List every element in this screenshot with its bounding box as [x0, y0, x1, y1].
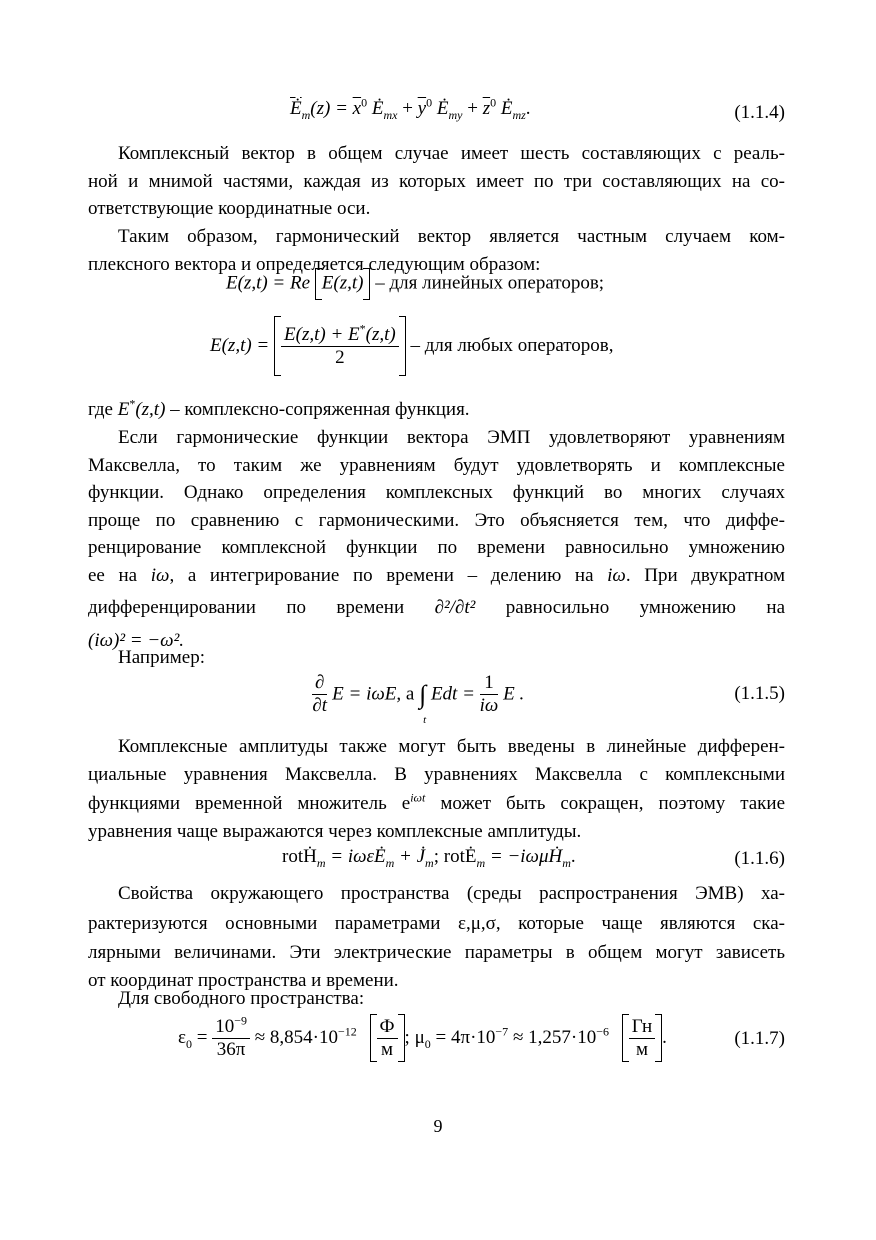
unit-henry-per-meter: $\frac{Гн}{м}$ — [629, 1016, 655, 1061]
equation-any-operators: E(z,t) = $\frac{E(z,t) + E^*(z,t)}{2}$ – для любых операторов, — [210, 316, 614, 376]
text-line: Комплексный вектор в общем случае имеет шесть составляющих с реаль- — [118, 143, 785, 164]
derivative-fraction: $\frac{\partial}{\partial t}$ — [312, 672, 328, 716]
unit-farad-per-meter: $\frac{Ф}{м}$ — [377, 1016, 398, 1061]
text-line: лярными величинами. Эти электрические параметры в общем могут зависеть — [88, 942, 785, 964]
text-line: ее на iω, а интегрирование по времени – делению на iω. При двукратном — [88, 564, 786, 586]
equation-number-1-1-6: (1.1.6) — [734, 848, 785, 869]
text-line: уравнения чаще выражаются через комплексные амплитуды. — [88, 820, 582, 842]
paragraph-maxwell-complex — [88, 424, 785, 655]
text-line: циальные уравнения Максвелла. В уравнениях Максвелла с комплексными — [88, 763, 785, 785]
integral-fraction: $\frac{1}{i\omega}$ — [479, 672, 499, 716]
equation-number-1-1-5: (1.1.5) — [734, 683, 785, 704]
text-line: плексного вектора и определяется следующим образом: — [88, 253, 541, 275]
equation-1-1-7: $\varepsilon_0$ = $\frac{10^{-9}}{36\pi}$ ≈ $8,854\cdot 10^{-12}$ $\frac{Ф}{м}$ ; $\mu_0 = 4\pi\cdot 10^{-7} \approx 1,257\cdot 10^{-6}$ $\frac{Гн}{м}$ . — [178, 1014, 667, 1062]
paragraph-medium-properties — [88, 880, 785, 994]
text-line: ответствующие координатные оси. — [88, 198, 371, 220]
equation-1-1-4: $\overline{Ė}_m(z) = \overline{x}^0$ $Ė_{mx} + \overline{y}^0$ $Ė_{my} + \overline{z}^0$ $Ė_{mz}$. — [290, 95, 531, 122]
equation-number-1-1-7: (1.1.7) — [734, 1028, 785, 1049]
text-line: (iω)² = −ω². — [88, 630, 185, 652]
paragraph-complex-vector — [88, 140, 785, 223]
text-line: Максвелла, то таким же уравнениям будут удовлетворять и комплексные — [88, 454, 785, 476]
text-line: ной и мнимой частями, каждая из которых имеет по три составляющих на со- — [88, 170, 785, 192]
fraction: $\frac{E(z,t) + E^*(z,t)}{2}$ — [281, 324, 399, 369]
page-number: 9 — [433, 1116, 443, 1136]
text-line: от координат пространства и времени. — [88, 969, 399, 991]
paragraph-conjugate: где E*(z,t) – комплексно-сопряженная функция. — [88, 396, 470, 420]
paragraph-free-space: Для свободного пространства: — [118, 988, 365, 1009]
epsilon-fraction: $\frac{10^{-9}}{36\pi}$ — [212, 1016, 250, 1061]
text-line: Свойства окружающего пространства (среды распространения ЭМВ) ха- — [118, 883, 785, 904]
text-line: функциями временной множитель $e^{i\omega t}$ может быть сокращен, поэтому такие — [88, 790, 786, 815]
text-line: проще по сравнению с гармоническими. Это объясняется тем, что диффе- — [88, 509, 785, 531]
equation-number-1-1-4: (1.1.4) — [734, 102, 785, 123]
equation-1-1-5: $\frac{\partial}{\partial t}$ E = iωE, а ∫ t Edt = $\frac{1}{i\omega}$ E . — [312, 672, 525, 726]
text-line: дифференцировании по времени ∂²/∂t² равносильно умножению на — [88, 596, 786, 618]
paragraph-example: Например: — [118, 647, 205, 668]
equation-linear-operators: E(z,t) = Re E(z,t) – для линейных операторов; — [226, 268, 604, 300]
equation-1-1-6: rotḢ$_m$ = iωεĖ$_m$ + $J̇_m$; rotĖ$_m$ = −iωμḢ$_m$. — [282, 846, 576, 870]
text-line: Если гармонические функции вектора ЭМП удовлетворяют уравнениям — [118, 427, 785, 448]
text-line: функции. Однако определения комплексных функций во многих случаях — [88, 482, 785, 504]
text-line: ренцирование комплексной функции по времени равносильно умножению — [88, 537, 785, 559]
paragraph-complex-amplitudes — [88, 733, 785, 845]
text-line: Таким образом, гармонический вектор является частным случаем ком- — [118, 226, 785, 247]
text-line: Комплексные амплитуды также могут быть введены в линейные дифферен- — [118, 736, 785, 757]
text-line: рактеризуются основными параметрами ε,μ,σ, которые чаще являются ска- — [88, 912, 786, 934]
